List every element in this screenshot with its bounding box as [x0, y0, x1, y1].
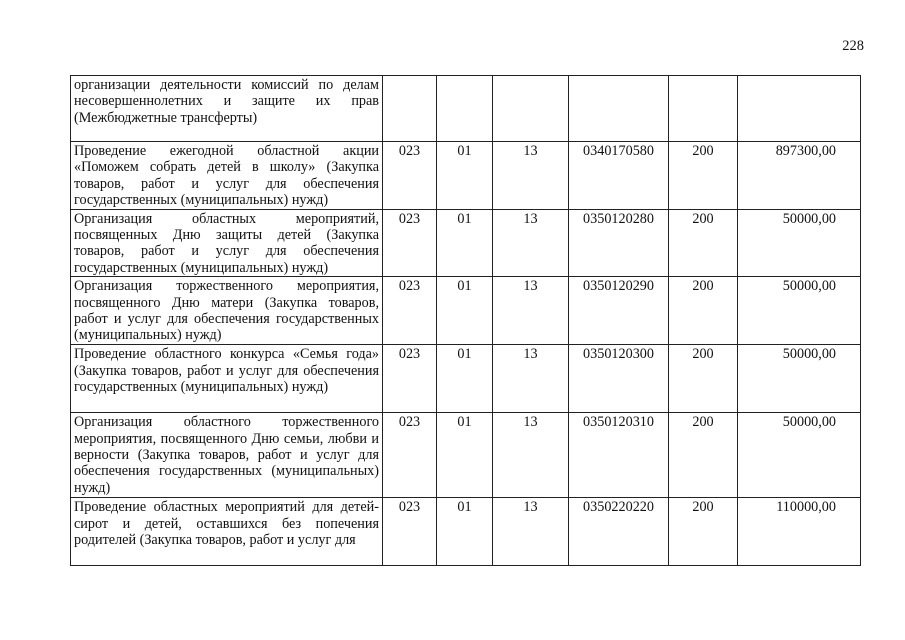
table-row — [71, 209, 861, 277]
row-subsection-code: 13 — [493, 345, 569, 413]
row-target-article-code: 0350120310 — [569, 413, 669, 498]
row-ministry-code: 023 — [383, 345, 437, 413]
row-section-code: 01 — [437, 413, 493, 498]
row-expense-type-code: 200 — [669, 209, 738, 277]
row-amount — [738, 76, 861, 142]
row-expense-type-code: 200 — [669, 142, 738, 210]
row-subsection-code: 13 — [493, 498, 569, 566]
row-section-code: 01 — [437, 142, 493, 210]
row-amount: 50000,00 — [738, 209, 861, 277]
row-subsection-code: 13 — [493, 142, 569, 210]
row-description: Проведение областного конкурса «Семья года» (Закупка товаров, работ и услуг для обеспечения государственных (муниципальных) нужд) — [71, 345, 383, 413]
page-number: 228 — [842, 38, 864, 54]
row-description: организации деятельности комиссий по делам несовершеннолетних и защите их прав (Межбюджетные трансферты) — [71, 76, 383, 142]
row-description: Организация областного торжественного мероприятия, посвященного Дню семьи, любви и верности (Закупка товаров, работ и услуг для обеспечения государственных (муниципальных) нужд) — [71, 413, 383, 498]
row-target-article-code: 0340170580 — [569, 142, 669, 210]
row-ministry-code: 023 — [383, 498, 437, 566]
row-amount: 50000,00 — [738, 345, 861, 413]
row-expense-type-code: 200 — [669, 498, 738, 566]
row-ministry-code: 023 — [383, 209, 437, 277]
row-amount: 50000,00 — [738, 277, 861, 345]
row-expense-type-code — [669, 76, 738, 142]
row-ministry-code — [383, 76, 437, 142]
row-subsection-code: 13 — [493, 413, 569, 498]
row-target-article-code: 0350120300 — [569, 345, 669, 413]
row-expense-type-code: 200 — [669, 277, 738, 345]
row-amount: 50000,00 — [738, 413, 861, 498]
row-subsection-code: 13 — [493, 277, 569, 345]
row-subsection-code — [493, 76, 569, 142]
row-section-code: 01 — [437, 209, 493, 277]
row-target-article-code: 0350120280 — [569, 209, 669, 277]
row-description: Организация областных мероприятий, посвященных Дню защиты детей (Закупка товаров, работ и услуг для обеспечения государственных (муниципальных) нужд) — [71, 209, 383, 277]
row-target-article-code — [569, 76, 669, 142]
row-description: Организация торжественного мероприятия, посвященного Дню матери (Закупка товаров, работ и услуг для обеспечения государственных (муниципальных) нужд) — [71, 277, 383, 345]
row-amount: 897300,00 — [738, 142, 861, 210]
table-row — [71, 142, 861, 210]
row-subsection-code: 13 — [493, 209, 569, 277]
row-description: Проведение областных мероприятий для детей-сирот и детей, оставшихся без попечения родителей (Закупка товаров, работ и услуг для — [71, 498, 383, 566]
table-row — [71, 413, 861, 498]
row-amount: 110000,00 — [738, 498, 861, 566]
row-section-code: 01 — [437, 345, 493, 413]
row-section-code — [437, 76, 493, 142]
table-row — [71, 498, 861, 566]
table-row — [71, 277, 861, 345]
row-ministry-code: 023 — [383, 142, 437, 210]
row-target-article-code: 0350120290 — [569, 277, 669, 345]
row-section-code: 01 — [437, 277, 493, 345]
row-section-code: 01 — [437, 498, 493, 566]
row-ministry-code: 023 — [383, 277, 437, 345]
row-expense-type-code: 200 — [669, 413, 738, 498]
row-description: Проведение ежегодной областной акции «Поможем собрать детей в школу» (Закупка товаров, работ и услуг для обеспечения государственных (муниципальных) нужд) — [71, 142, 383, 210]
row-ministry-code: 023 — [383, 413, 437, 498]
row-expense-type-code: 200 — [669, 345, 738, 413]
row-target-article-code: 0350220220 — [569, 498, 669, 566]
table-row — [71, 345, 861, 413]
budget-table — [70, 75, 861, 566]
table-row — [71, 76, 861, 142]
